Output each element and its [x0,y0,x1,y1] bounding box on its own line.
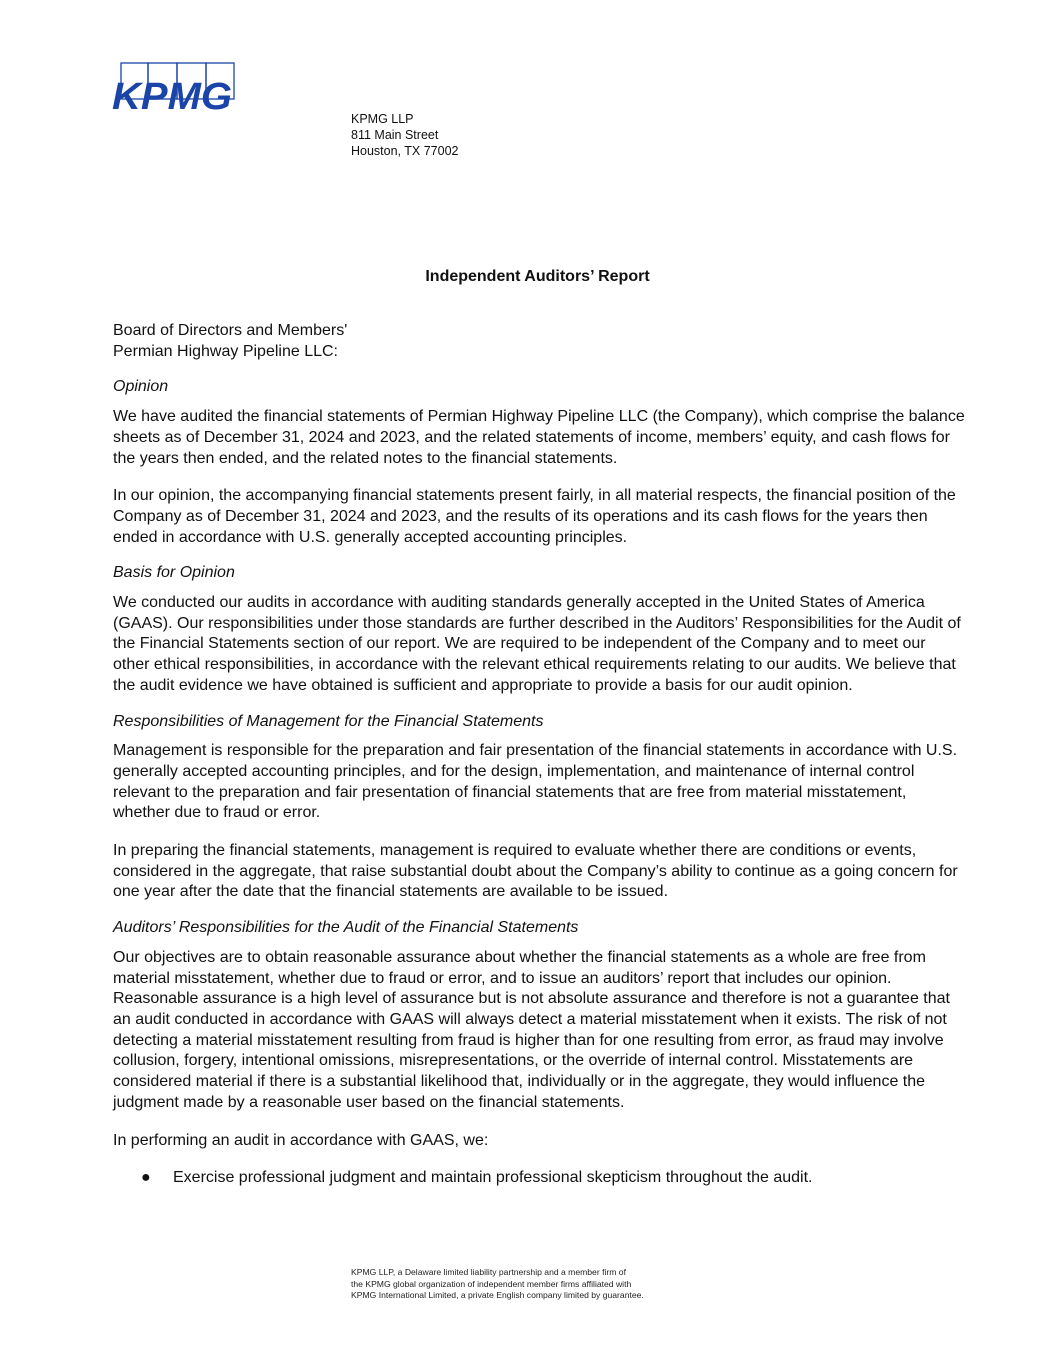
basis-paragraph-1: We conducted our audits in accordance with auditing standards generally accepted in the United States of America (GAAS). Our responsibilities under those standards are further described in the Auditors’ Responsibilities for the Audit of the Financial Statements section of our report. We are required to be independent of the Company and to meet our other ethical responsibilities, in accordance with the relevant ethical requirements relating to our audits. We believe that the audit evidence we have obtained is sufficient and appropriate to provide a basis for our audit opinion. [113,594,961,694]
report-body [113,321,965,1189]
firm-name: KPMG LLP [351,112,414,126]
footer-line-3: KPMG International Limited, a private English company limited by guarantee. [351,1290,644,1300]
procedures-list [113,1168,965,1189]
footer-line-1: KPMG LLP, a Delaware limited liability partnership and a member firm of [351,1267,626,1277]
footer-disclaimer [351,1267,644,1302]
auditors-heading: Auditors’ Responsibilities for the Audit of the Financial Statements [113,919,579,937]
management-paragraph-1: Management is responsible for the preparation and fair presentation of the financial statements in accordance with U.S. generally accepted accounting principles, and for the design, implementation, and maintenance of internal control relevant to the preparation and fair presentation of financial statements that are free from material misstatement, whether due to fraud or error. [113,742,958,822]
management-heading: Responsibilities of Management for the Financial Statements [113,712,544,730]
auditors-paragraph-2: In performing an audit in accordance with GAAS, we: [113,1131,489,1149]
addressee-line-2: Permian Highway Pipeline LLC: [113,342,338,360]
bullet-icon: ● [141,1169,151,1187]
firm-city: Houston, TX 77002 [351,144,459,158]
basis-heading: Basis for Opinion [113,564,235,582]
list-item [113,1168,965,1189]
opinion-paragraph-1: We have audited the financial statements of Permian Highway Pipeline LLC (the Company), which comprise the balance sheets as of December 31, 2024 and 2023, and the related statements of income, members’ equity, and cash flows for the years then ended, and the related notes to the financial statements. [113,408,965,467]
firm-street: 811 Main Street [351,128,439,142]
svg-text:KPMG: KPMG [112,76,232,115]
addressee-line-1: Board of Directors and Members' [113,322,348,339]
opinion-heading: Opinion [113,378,169,396]
report-title: Independent Auditors’ Report [425,268,650,285]
firm-address [351,111,458,159]
management-paragraph-2: In preparing the financial statements, management is required to evaluate whether there are conditions or events, considered in the aggregate, that raise substantial doubt about the Company’s ability to continue as a going concern for one year after the date that the financial statements are available to be issued. [113,842,958,901]
auditors-paragraph-1: Our objectives are to obtain reasonable assurance about whether the financial statements as a whole are free from material misstatement, whether due to fraud or error, and to issue an auditors’ report that includes our opinion. Reasonable assurance is a high level of assurance but is not absolute assurance and therefore is not a guarantee that an audit conducted in accordance with GAAS will always detect a material misstatement when it exists. The risk of not detecting a material misstatement resulting from fraud is higher than for one resulting from error, as fraud may involve collusion, forgery, intentional omissions, misrepresentations, or the override of internal control. Misstatements are considered material if there is a substantial likelihood that, individually or in the aggregate, they would influence the judgment made by a reasonable user based on the financial statements. [113,948,950,1111]
opinion-paragraph-2: In our opinion, the accompanying financial statements present fairly, in all material respects, the financial position of the Company as of December 31, 2024 and 2023, and the results of its operations and its cash flows for the years then ended in accordance with U.S. generally accepted accounting principles. [113,487,956,546]
kpmg-logo [112,60,237,115]
footer-line-2: the KPMG global organization of independent member firms affiliated with [351,1278,632,1289]
list-item-text: Exercise professional judgment and maintain professional skepticism throughout the audit. [173,1169,813,1187]
